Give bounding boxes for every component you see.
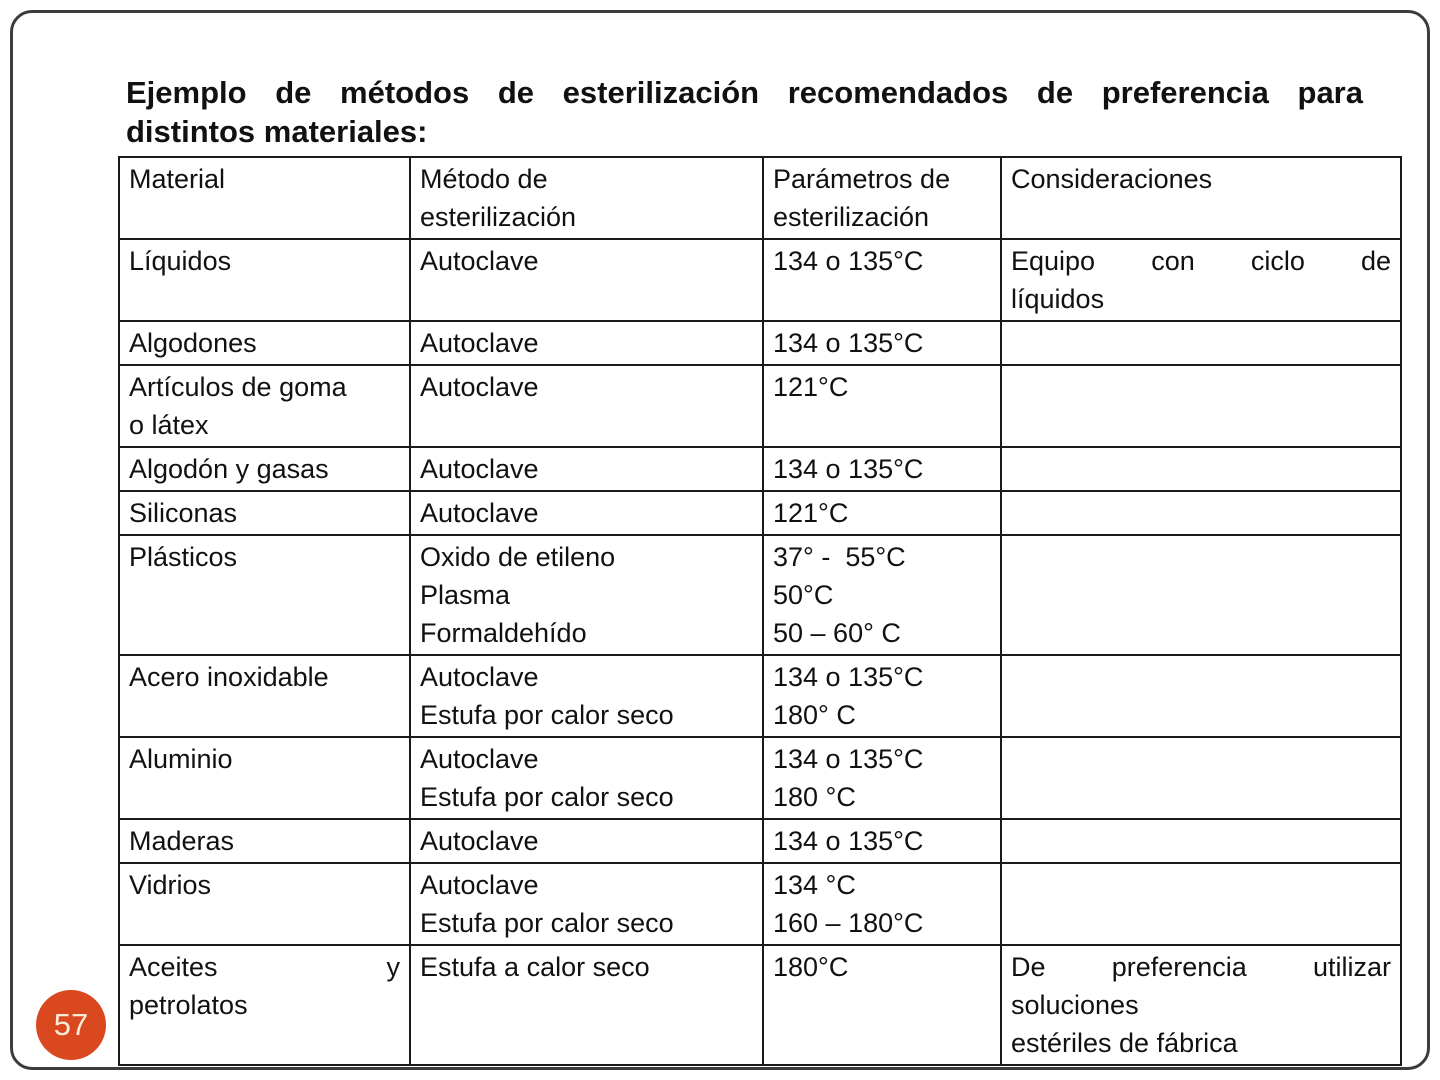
cell-line: Autoclave [420, 372, 539, 402]
table-row [119, 239, 1401, 321]
table-row [119, 863, 1401, 945]
cell-line: Equipo con ciclo de [1011, 246, 1391, 276]
table-cell [1001, 535, 1401, 655]
cell-line: 134 o 135°C [773, 454, 924, 484]
table-cell [763, 321, 1001, 365]
table-cell [1001, 655, 1401, 737]
cell-line: Oxido de etileno [420, 542, 616, 572]
table-cell [119, 239, 410, 321]
table-cell [763, 819, 1001, 863]
cell-line: Aceites y [129, 952, 400, 982]
table-cell [119, 737, 410, 819]
table-row [119, 655, 1401, 737]
table-cell [119, 655, 410, 737]
table-row [119, 535, 1401, 655]
table-cell [119, 491, 410, 535]
table-row [119, 447, 1401, 491]
table-cell [119, 321, 410, 365]
cell-line: Artículos de goma [129, 372, 347, 402]
table-row [119, 321, 1401, 365]
cell-line: 180° C [773, 700, 856, 730]
table-cell [119, 863, 410, 945]
table-cell [1001, 239, 1401, 321]
header-cell [763, 157, 1001, 239]
table-cell [1001, 819, 1401, 863]
table-cell [763, 655, 1001, 737]
cell-line: Material [129, 164, 226, 194]
table-cell [763, 945, 1001, 1065]
table-cell [1001, 447, 1401, 491]
table-cell [410, 491, 763, 535]
slide-frame [10, 10, 1430, 1070]
header-cell [410, 157, 763, 239]
header-cell [119, 157, 410, 239]
page-title-line-2: distintos materiales: [126, 114, 428, 149]
cell-line: 134 o 135°C [773, 662, 924, 692]
table-cell [763, 365, 1001, 447]
cell-line: Plasma [420, 580, 511, 610]
cell-line: Vidrios [129, 870, 212, 900]
cell-line: esterilización [773, 202, 930, 232]
cell-line: Estufa por calor seco [420, 782, 674, 812]
table-cell [410, 819, 763, 863]
table-cell [1001, 737, 1401, 819]
table-cell [119, 819, 410, 863]
cell-line: Consideraciones [1011, 164, 1213, 194]
cell-line: 37° - 55°C [773, 542, 906, 572]
cell-line: Autoclave [420, 826, 539, 856]
cell-line: Maderas [129, 826, 235, 856]
table-cell [410, 321, 763, 365]
table-cell [410, 447, 763, 491]
cell-line: o látex [129, 410, 209, 440]
table-cell [763, 447, 1001, 491]
cell-line: Autoclave [420, 662, 539, 692]
table-cell [119, 365, 410, 447]
cell-line: Acero inoxidable [129, 662, 329, 692]
table-cell [763, 239, 1001, 321]
cell-line: 134 o 135°C [773, 826, 924, 856]
cell-line: Parámetros de [773, 164, 951, 194]
table-row [119, 945, 1401, 1065]
table-cell [410, 535, 763, 655]
cell-line: 134 °C [773, 870, 856, 900]
table-row [119, 819, 1401, 863]
cell-line: líquidos [1011, 284, 1105, 314]
cell-line: 180 °C [773, 782, 856, 812]
table-cell [1001, 491, 1401, 535]
cell-line: 121°C [773, 498, 849, 528]
cell-line: 160 – 180°C [773, 908, 924, 938]
cell-line: Estufa por calor seco [420, 908, 674, 938]
table-cell [410, 365, 763, 447]
table-cell [119, 447, 410, 491]
cell-line: soluciones [1011, 990, 1139, 1020]
table-body [119, 239, 1401, 1065]
table-cell [410, 945, 763, 1065]
cell-line: 121°C [773, 372, 849, 402]
table-header [119, 157, 1401, 239]
cell-line: De preferencia utilizar [1011, 952, 1391, 982]
cell-line: Líquidos [129, 246, 232, 276]
cell-line: Autoclave [420, 870, 539, 900]
cell-line: Autoclave [420, 454, 539, 484]
page-number-badge: 57 [36, 990, 106, 1060]
table-cell [763, 535, 1001, 655]
table-cell [1001, 321, 1401, 365]
table-cell [119, 535, 410, 655]
cell-line: Método de [420, 164, 548, 194]
table-row [119, 491, 1401, 535]
cell-line: Autoclave [420, 744, 539, 774]
table-cell [410, 655, 763, 737]
table-cell [763, 737, 1001, 819]
cell-line: Siliconas [129, 498, 238, 528]
table-cell [1001, 863, 1401, 945]
header-row [119, 157, 1401, 239]
cell-line: Autoclave [420, 498, 539, 528]
table-row [119, 365, 1401, 447]
cell-line: esterilización [420, 202, 577, 232]
table-cell [410, 239, 763, 321]
table-cell [1001, 945, 1401, 1065]
cell-line: petrolatos [129, 990, 248, 1020]
cell-line: 50 – 60° C [773, 618, 901, 648]
page-title-line-1: Ejemplo de métodos de esterilización recomendados de preferencia para [126, 75, 1363, 110]
sterilization-table [118, 156, 1402, 1066]
cell-line: estériles de fábrica [1011, 1028, 1238, 1058]
table-cell [410, 737, 763, 819]
cell-line: Algodones [129, 328, 257, 358]
cell-line: Formaldehído [420, 618, 587, 648]
page-title [126, 73, 1363, 151]
cell-line: 134 o 135°C [773, 744, 924, 774]
table-cell [763, 491, 1001, 535]
table-row [119, 737, 1401, 819]
cell-line: 134 o 135°C [773, 328, 924, 358]
cell-line: Plásticos [129, 542, 238, 572]
table-cell [119, 945, 410, 1065]
cell-line: Algodón y gasas [129, 454, 329, 484]
table-cell [763, 863, 1001, 945]
header-cell [1001, 157, 1401, 239]
cell-line: 180°C [773, 952, 849, 982]
cell-line: Autoclave [420, 328, 539, 358]
cell-line: 134 o 135°C [773, 246, 924, 276]
table-cell [1001, 365, 1401, 447]
cell-line: Aluminio [129, 744, 233, 774]
cell-line: Estufa a calor seco [420, 952, 650, 982]
cell-line: Autoclave [420, 246, 539, 276]
table-cell [410, 863, 763, 945]
cell-line: 50°C [773, 580, 834, 610]
cell-line: Estufa por calor seco [420, 700, 674, 730]
